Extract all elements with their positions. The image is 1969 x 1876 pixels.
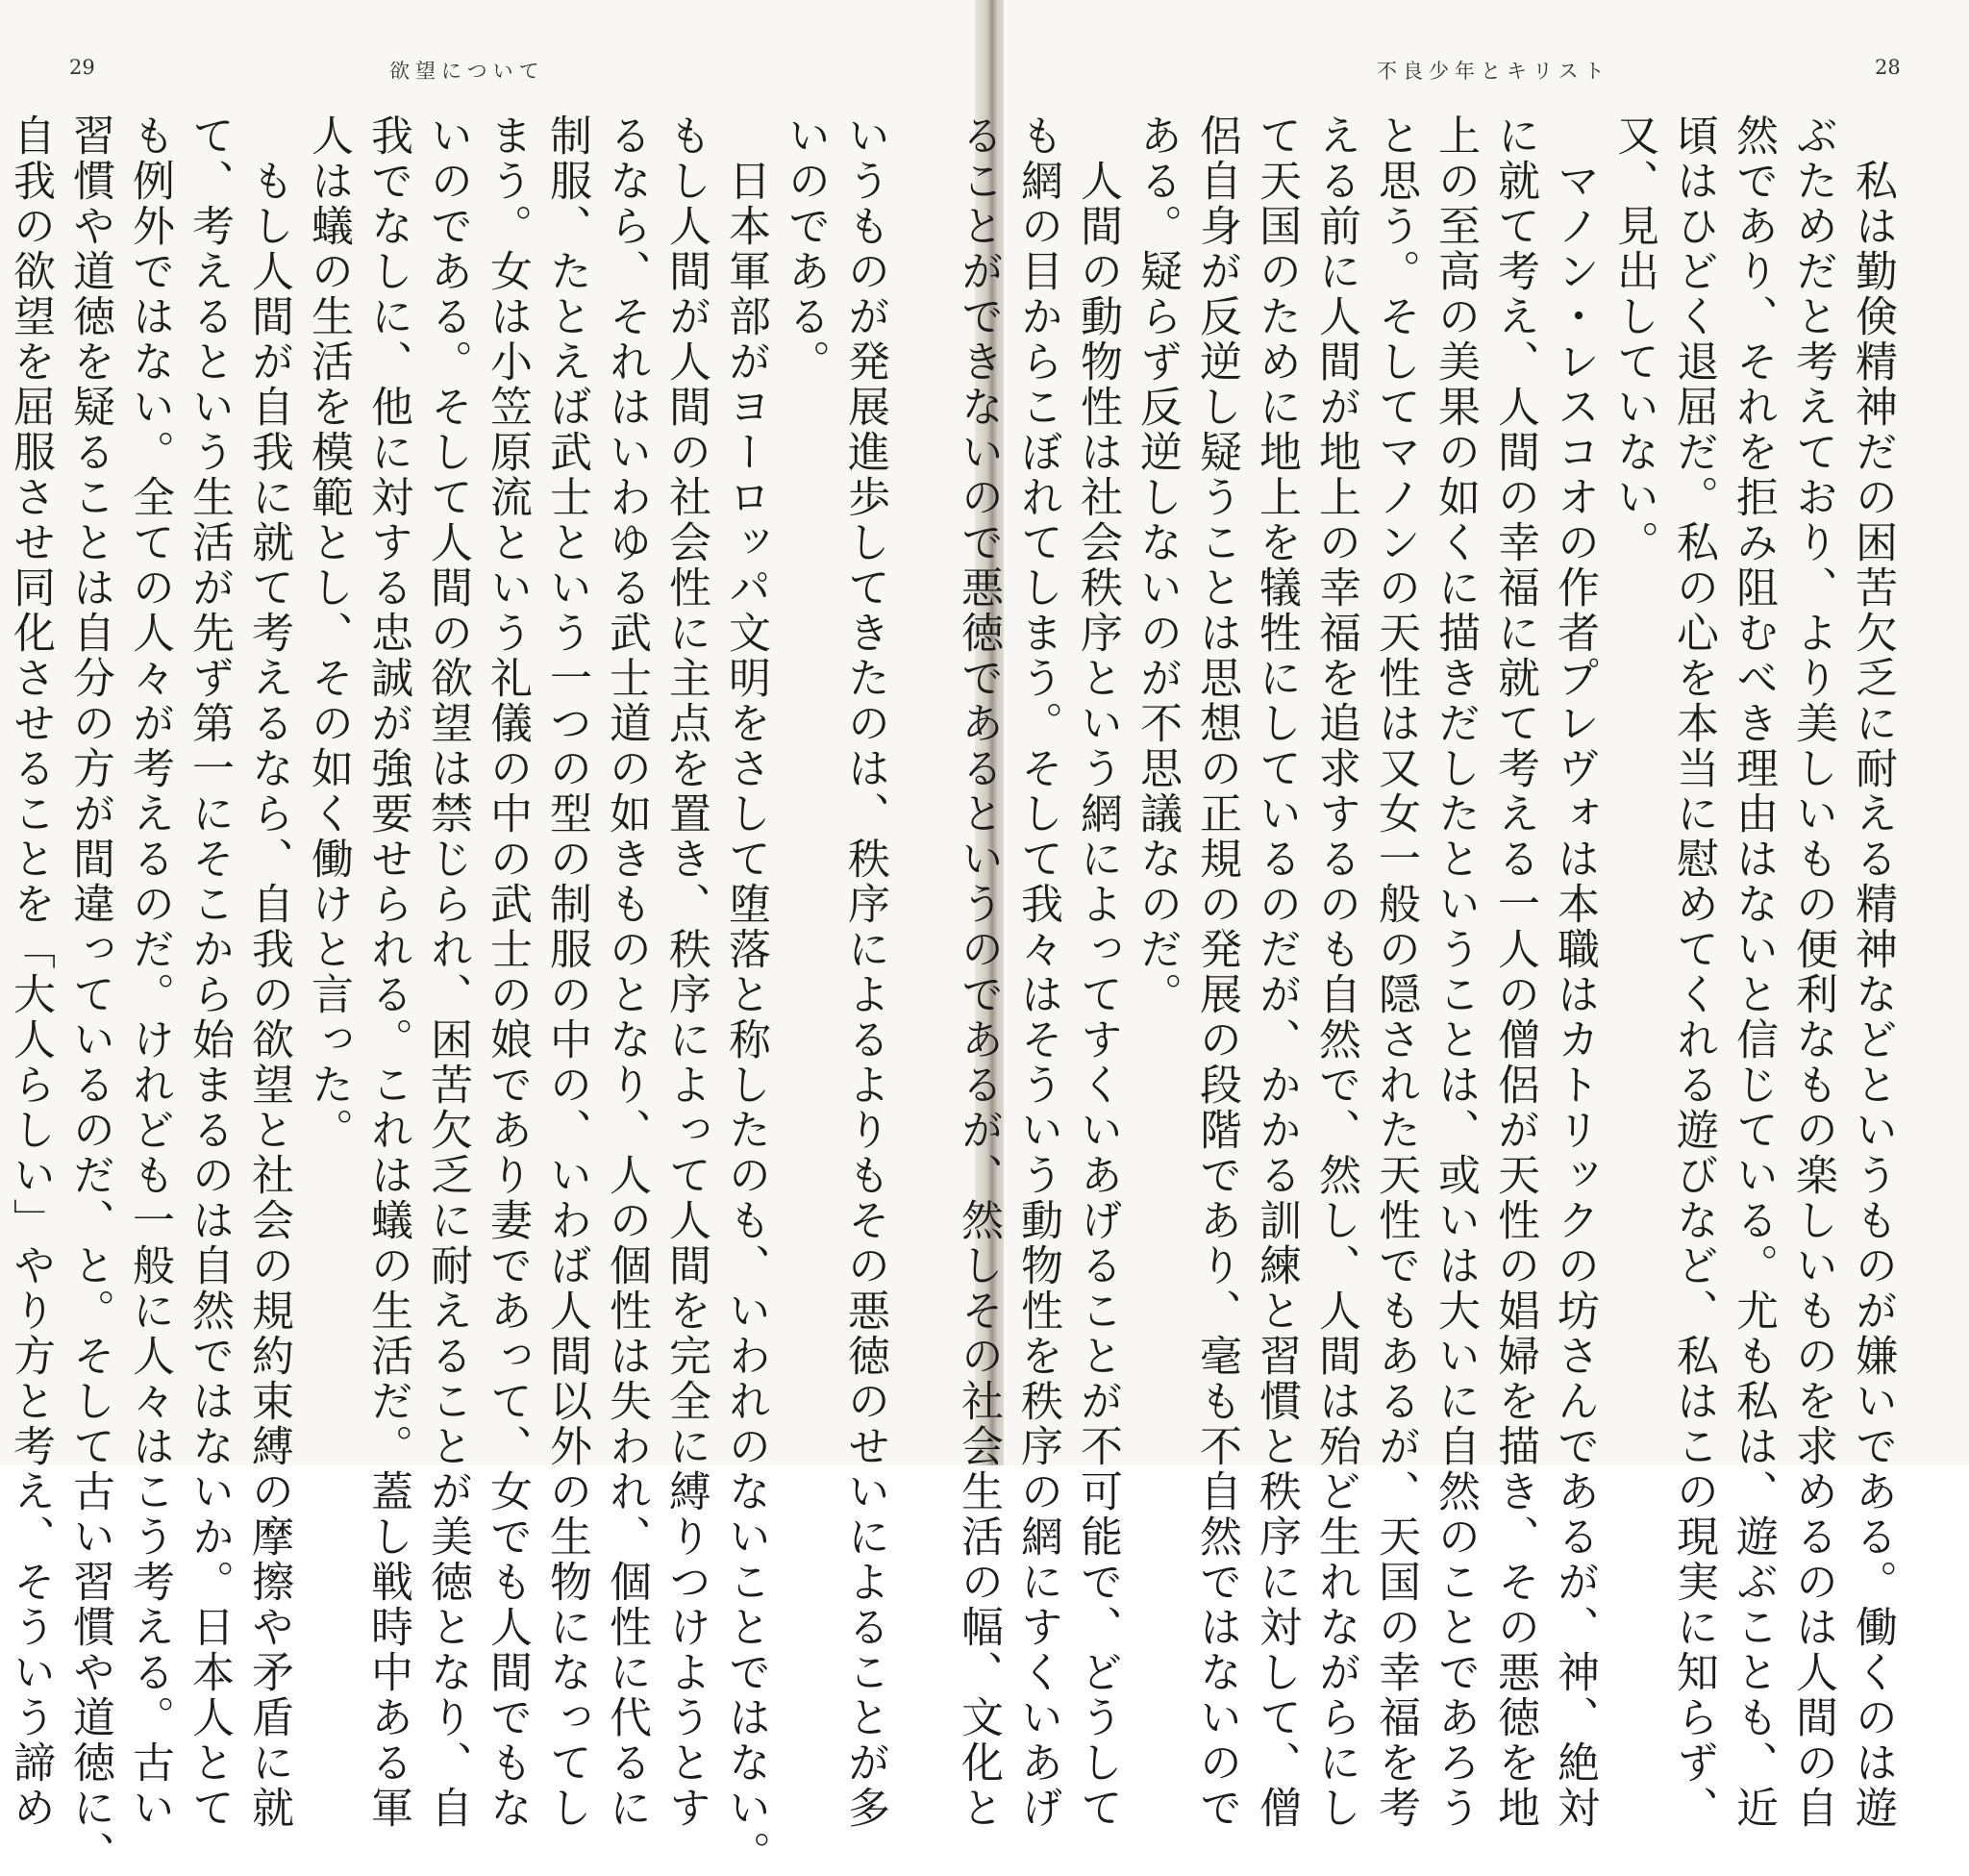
text-line: 我でなしに、他に対する忠誠が強要せられる。これは蟻の生活だ。蓋し戦時中ある軍 — [363, 113, 412, 1831]
text-line: まう。女は小笠原流という礼儀の中の武士の娘であり妻であって、女でも人間でもな — [483, 113, 532, 1831]
text-line: 上の至高の美果の如くに描きだしたということは、或いは大いに自然のことであろう — [1431, 113, 1480, 1831]
text-line: ぶためだと考えており、より美しいもの便利なもの楽しいものを求めるのは人間の自 — [1788, 113, 1837, 1831]
text-line: 人間の動物性は社会秩序という網によってすくいあげることが不可能で、どうして — [1073, 113, 1122, 1831]
text-line: 私は勤倹精神だの困苦欠乏に耐える精神などというものが嫌いである。働くのは遊 — [1848, 113, 1897, 1831]
text-line: に就て考え、人間の幸福に就て考える一人の僧侶が天性の娼婦を描き、その悪徳を地 — [1490, 113, 1539, 1831]
text-line: 頃はひどく退屈だ。私の心を本当に慰めてくれる遊びなど、私はこの現実に知らず、 — [1669, 113, 1718, 1831]
text-line: も例外ではない。全ての人々が考えるのだ。けれども一般に人々はこう考える。古い — [125, 113, 174, 1831]
page-number-right: 28 — [1875, 56, 1901, 79]
text-line: と思う。そしてマノンの天性は又女一般の隠された天性でもあるが、天国の幸福を考 — [1371, 113, 1420, 1831]
text-line: て天国のために地上を犠牲にしているのだが、かかる訓練と習慣と秩序に対して、僧 — [1252, 113, 1301, 1831]
text-line: マノン・レスコオの作者プレヴォは本職はカトリックの坊さんであるが、神、絶対 — [1550, 113, 1599, 1831]
text-line: ある。疑らず反逆しないのが不思議なのだ。 — [1133, 113, 1182, 1017]
text-line: える前に人間が地上の幸福を追求するのも自然で、然し、人間は殆ど生れながらにし — [1311, 113, 1360, 1831]
right-page-body — [954, 113, 1902, 1831]
running-head-right: 不良少年とキリスト — [1377, 60, 1610, 83]
text-line: 習慣や道徳を疑ることは自分の方が間違っているのだ、と。そして古い習慣や道徳に、 — [65, 113, 114, 1876]
text-line: 侶自身が反逆し疑うことは思想の正規の発展の段階であり、毫も不自然ではないので — [1192, 113, 1241, 1831]
text-line: 制服、たとえば武士という一つの型の制服の中の、いわば人間以外の生物になってし — [542, 113, 591, 1831]
text-line: いうものが発展進歩してきたのは、秩序によるよりもその悪徳のせいによることが多 — [840, 113, 889, 1831]
text-line: ることができないので悪徳であるというのであるが、然しその社会生活の幅、文化と — [954, 113, 1003, 1831]
text-line: 日本軍部がヨーロッパ文明をさして堕落と称したのも、いわれのないことではない。 — [721, 113, 770, 1876]
left-page-body — [6, 113, 894, 1876]
page-number-left: 29 — [69, 56, 95, 79]
text-line: 人は蟻の生活を模範とし、その如く働けと言った。 — [304, 113, 353, 1153]
text-line: もし人間が人間の社会性に主点を置き、秩序によって人間を完全に縛りつけようとす — [661, 113, 710, 1831]
text-line: いのである。 — [781, 113, 830, 385]
running-head-left: 欲望について — [389, 60, 545, 83]
text-line: 又、見出していない。 — [1609, 113, 1658, 565]
text-line: 然であり、それを拒み阻むべき理由はないと信じている。尤も私は、遊ぶことも、近 — [1729, 113, 1778, 1831]
text-line: もし人間が自我に就て考えるなら、自我の欲望と社会の規約束縛の摩擦や矛盾に就 — [244, 113, 293, 1831]
text-line: いのである。そして人間の欲望は禁じられ、困苦欠乏に耐えることが美徳となり、自 — [423, 113, 472, 1831]
text-line: 自我の欲望を屈服させ同化させることを「大人らしい」やり方と考え、そういう諦め — [6, 113, 55, 1831]
right-page — [954, 0, 1969, 1831]
text-line: も網の目からこぼれてしまう。そして我々はそういう動物性を秩序の網にすくいあげ — [1013, 113, 1062, 1831]
text-line: るなら、それはいわゆる武士道の如きものとなり、人の個性は失われ、個性に代るに — [602, 113, 651, 1831]
text-line: て、考えるという生活が先ず第一にそこから始まるのは自然ではないか。日本人とて — [185, 113, 234, 1831]
